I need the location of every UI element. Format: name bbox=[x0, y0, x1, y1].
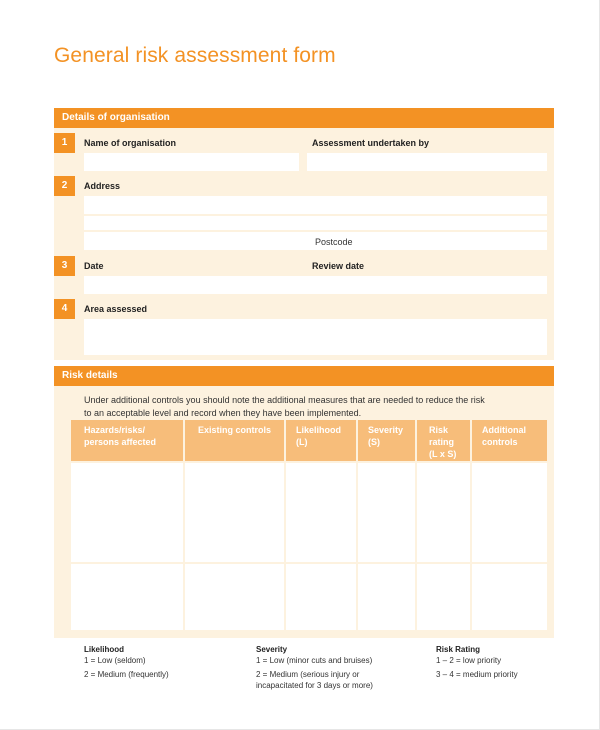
risk-details-header: Risk details bbox=[54, 366, 554, 386]
table-cell[interactable] bbox=[185, 463, 284, 562]
postcode-label: Postcode bbox=[315, 237, 353, 247]
risk-intro-line-2: to an acceptable level and record when they have been implemented. bbox=[84, 408, 362, 418]
table-cell[interactable] bbox=[358, 564, 415, 630]
row-number-4: 4 bbox=[54, 299, 75, 319]
risk-rating-legend-line: 3 – 4 = medium priority bbox=[436, 670, 518, 679]
col-likelihood-header: Likelihood (L) bbox=[286, 420, 356, 461]
name-of-organisation-label: Name of organisation bbox=[84, 138, 177, 148]
row-number-1: 1 bbox=[54, 133, 75, 153]
risk-rating-legend-heading: Risk Rating bbox=[436, 645, 481, 654]
likelihood-legend-line: 2 = Medium (frequently) bbox=[84, 670, 169, 679]
date-label: Date bbox=[84, 261, 104, 271]
severity-legend-line: 1 = Low (minor cuts and bruises) bbox=[256, 656, 373, 665]
details-panel bbox=[54, 108, 554, 360]
severity-legend-line: 2 = Medium (serious injury or bbox=[256, 670, 360, 679]
col-existing-controls-header: Existing controls bbox=[185, 420, 284, 461]
table-cell[interactable] bbox=[358, 463, 415, 562]
table-cell[interactable] bbox=[286, 564, 356, 630]
likelihood-legend-line: 1 = Low (seldom) bbox=[84, 656, 146, 665]
severity-legend-line: incapacitated for 3 days or more) bbox=[256, 681, 373, 690]
risk-intro-text bbox=[84, 394, 544, 420]
table-cell[interactable] bbox=[472, 463, 547, 562]
risk-details-panel bbox=[54, 366, 554, 638]
address-field-line-1[interactable] bbox=[84, 196, 547, 214]
risk-rating-legend-line: 1 – 2 = low priority bbox=[436, 656, 502, 665]
severity-legend bbox=[256, 644, 373, 691]
assessment-undertaken-by-field[interactable] bbox=[307, 153, 547, 171]
area-assessed-label: Area assessed bbox=[84, 304, 148, 314]
col-hazards-header: Hazards/risks/ persons affected bbox=[71, 420, 183, 461]
risk-table bbox=[71, 420, 547, 630]
row-number-2: 2 bbox=[54, 176, 75, 196]
likelihood-legend bbox=[84, 644, 169, 680]
page-title: General risk assessment form bbox=[54, 44, 336, 67]
assessment-undertaken-by-label: Assessment undertaken by bbox=[312, 138, 430, 148]
table-cell[interactable] bbox=[472, 564, 547, 630]
table-cell[interactable] bbox=[185, 564, 284, 630]
severity-legend-heading: Severity bbox=[256, 645, 288, 654]
col-risk-rating-header: Risk rating (L x S) bbox=[417, 420, 470, 461]
risk-rating-legend bbox=[436, 644, 518, 680]
col-severity-header: Severity (S) bbox=[358, 420, 415, 461]
review-date-label: Review date bbox=[312, 261, 365, 271]
name-of-organisation-field[interactable] bbox=[84, 153, 299, 171]
table-cell[interactable] bbox=[71, 463, 183, 562]
table-cell[interactable] bbox=[417, 564, 470, 630]
address-label: Address bbox=[84, 181, 121, 191]
table-cell[interactable] bbox=[286, 463, 356, 562]
date-field[interactable] bbox=[84, 276, 547, 294]
area-assessed-field[interactable] bbox=[84, 319, 547, 355]
row-number-3: 3 bbox=[54, 256, 75, 276]
table-cell[interactable] bbox=[71, 564, 183, 630]
risk-intro-line-1: Under additional controls you should note the additional measures that are needed to reduce the risk bbox=[84, 395, 485, 405]
table-cell[interactable] bbox=[417, 463, 470, 562]
likelihood-legend-heading: Likelihood bbox=[84, 645, 124, 654]
col-additional-controls-header: Additional controls bbox=[472, 420, 547, 461]
details-header: Details of organisation bbox=[54, 108, 554, 128]
address-field-line-2[interactable] bbox=[84, 216, 547, 230]
